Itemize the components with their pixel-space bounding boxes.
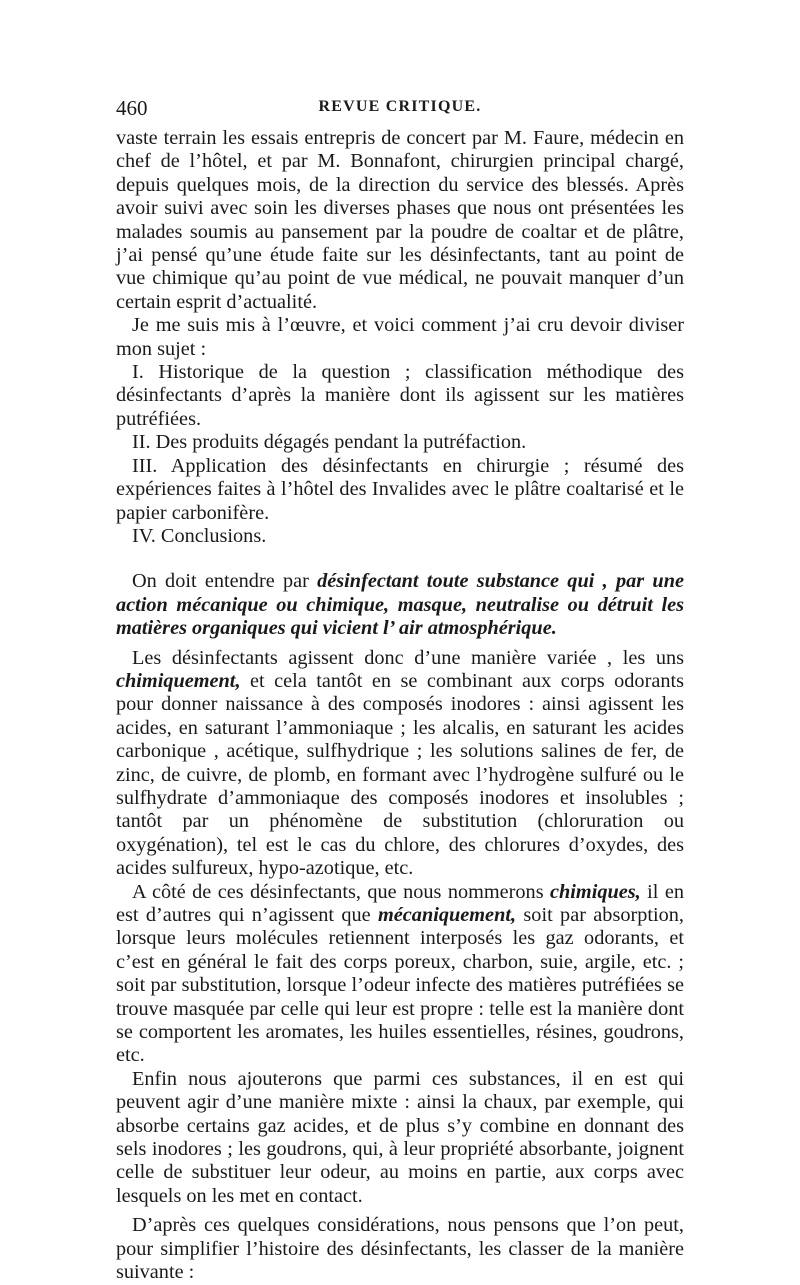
paragraph-chemical [116, 647, 684, 881]
paragraph-intro: vaste terrain les essais entrepris de concert par M. Faure, médecin en chef de l’hôtel, et par M. Bonnafont, chirurgien principal chargé, depuis quelques mois, de la direction du service des blessés. Après avoir suivi avec soin les diverses phases que nous ont présentées les malades soumis au pansement par la poudre de coaltar et de plâtre, j’ai pensé qu’une étude faite sur les désinfectants, tant au point de vue chimique qu’au point de vue médical, ne pouvait manquer d’un certain esprit d’actualité. [116, 127, 684, 313]
list-item-1: I. Historique de la question ; classification méthodique des désinfectants d’après la manière dont ils agissent sur les matières putréfiées. [116, 361, 684, 430]
paragraph-definition [116, 570, 684, 640]
paragraph-mixed: Enfin nous ajouterons que parmi ces substances, il en est qui peuvent agir d’une manière mixte : ainsi la chaux, par exemple, qui absorbe certains gaz acides, et de plus s’y combine en donnant des sels inodores ; les goudrons, qui, à leur propriété absorbante, joignent celle de substituer leur odeur, au moins en partie, aux corps avec lesquels on les met en contact. [116, 1067, 684, 1207]
definition-lead: On doit entendre par [132, 570, 318, 593]
page-header [116, 96, 684, 122]
paragraph-plan: Je me suis mis à l’œuvre, et voici comment j’ai cru devoir diviser mon sujet : [116, 314, 684, 360]
list-item-4: IV. Conclusions. [132, 524, 267, 547]
definition-italic: désinfectant toute substance qui , par une action mécanique ou chimique, masque, neutralise ou détruit les matières organiques qui vicient l’ air atmosphérique. [116, 570, 684, 640]
list-item-3: III. Application des désinfectants en chirurgie ; résumé des expériences faites à l’hôtel des Invalides avec le plâtre coaltarisé et le papier carbonifère. [116, 454, 684, 524]
paragraph-classification: D’après ces quelques considérations, nous pensons que l’on peut, pour simplifier l’histoire des désinfectants, les classer de la manière suivante : [116, 1214, 684, 1284]
body-text [116, 127, 684, 1285]
list-item-2: II. Des produits dégagés pendant la putréfaction. [132, 431, 527, 454]
paragraph-mechanical [116, 881, 684, 1068]
mechanical-b: il en est d’autres qui n’agissent que [116, 880, 684, 926]
mechanical-c: soit par absorption, lorsque leurs molécules retiennent interposés les gaz odorants, et c’est en général le fait des corps poreux, charbon, suie, argile, etc. ; soit par substitution, lorsque l’odeur infecte des matières putréfiées se trouve masquée par celle qui leur est propre : telle est la manière dont se comportent les aromates, les huiles essentielles, résines, goudrons, etc. [116, 904, 684, 1067]
running-head: REVUE CRITIQUE. [318, 98, 482, 115]
chemical-b: et cela tantôt en se combinant aux corps odorants pour donner naissance à des composés inodores : ainsi agissent les acides, en saturant l’ammoniaque ; les alcalis, en saturant les acides carbonique , acétique, sulfhydrique ; les solutions salines de fer, de zinc, de cuivre, de plomb, en formant avec l’hydrogène sulfuré ou le sulfhydrate d’ammoniaque des composés inodores et insolubles ; tantôt par un phénomène de substitution (chloruration ou oxygénation), tel est le cas du chlore, des chlorures d’oxydes, des acides sulfureux, hypo-azotique, etc. [116, 669, 684, 880]
chemical-italic: chimiquement, [116, 669, 241, 692]
mechanical-a: A côté de ces désinfectants, que nous nommerons [132, 880, 551, 903]
chemical-a: Les désinfectants agissent donc d’une manière variée , les uns [132, 646, 684, 669]
mechanical-italic-1: chimiques, [550, 880, 641, 903]
mechanical-italic-2: mécaniquement, [378, 904, 517, 926]
page-number: 460 [116, 96, 148, 120]
